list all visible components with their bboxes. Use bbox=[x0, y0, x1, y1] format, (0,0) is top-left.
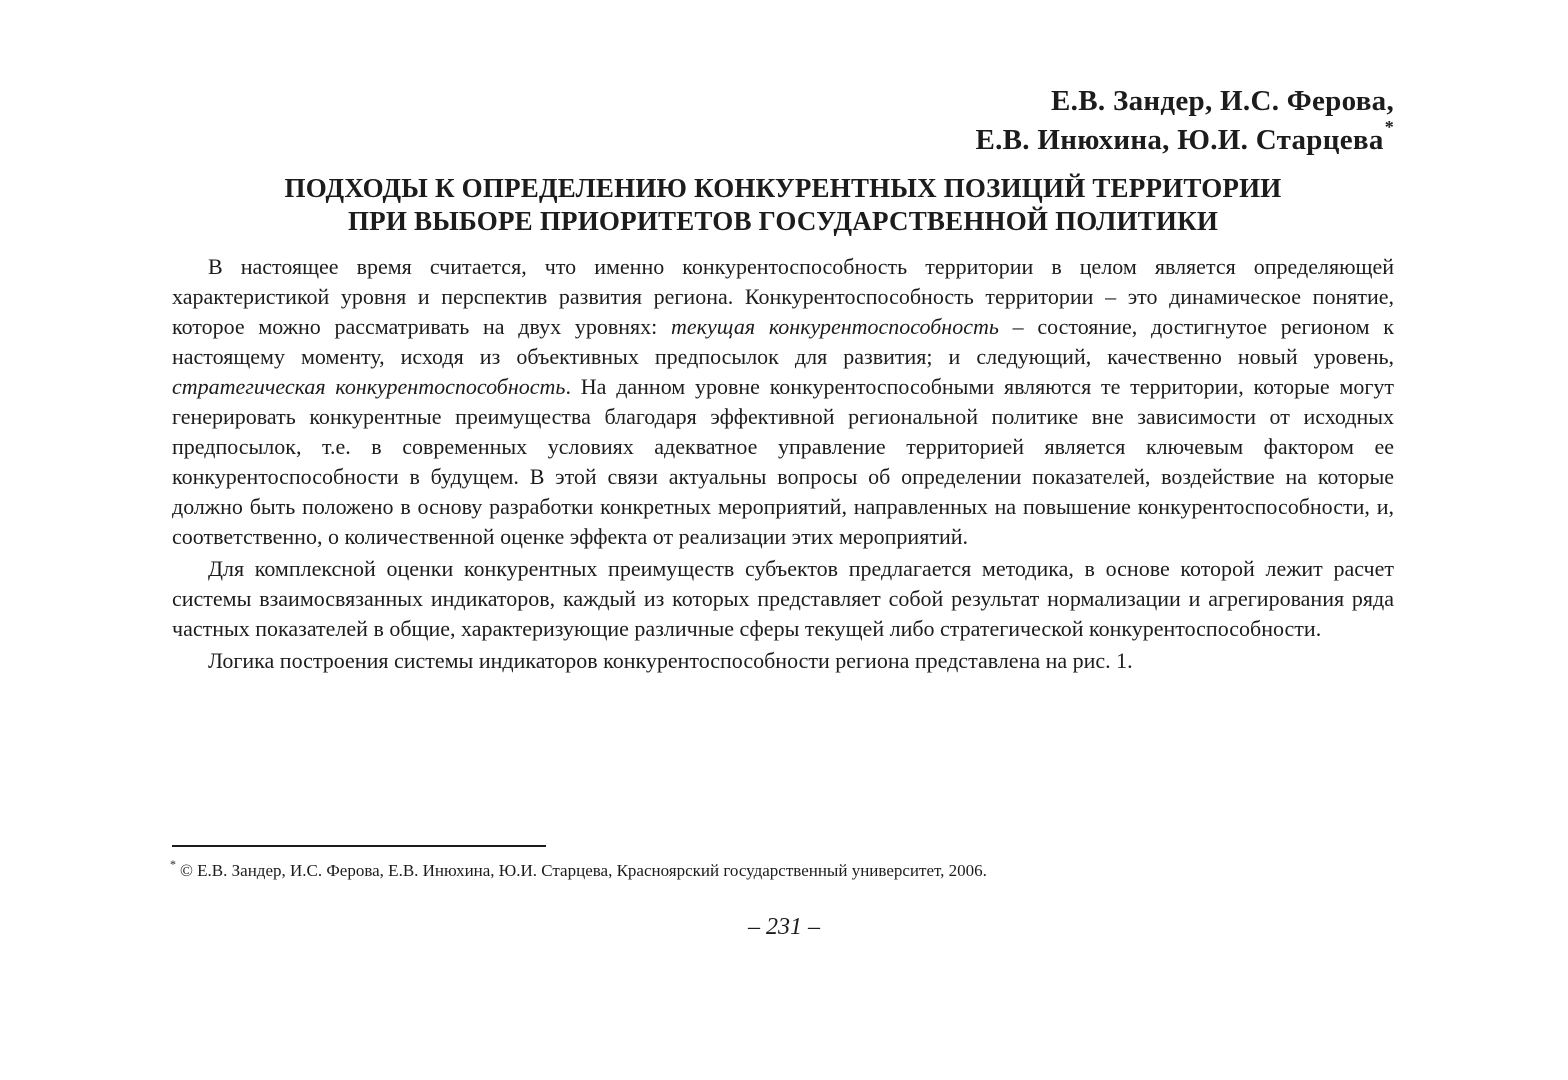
authors-line-2 bbox=[975, 117, 1394, 163]
paragraph-1-part-2: – состояние, достигнутое регионом к настоящему моменту, исходя из объективных предпосылок для развития; и следующий, качественно новый уровень, bbox=[172, 314, 1394, 369]
term-strategic-competitiveness: стратегическая конкурентоспособность bbox=[172, 374, 566, 399]
footnote-text: © Е.В. Зандер, И.С. Ферова, Е.В. Инюхина, Ю.И. Старцева, Красноярский государственный университет, 2006. bbox=[180, 861, 987, 880]
page-number: – 231 – bbox=[748, 914, 820, 940]
article-body bbox=[172, 252, 1394, 676]
paragraph-2: Для комплексной оценки конкурентных преимуществ субъектов предлагается методика, в основе которой лежит расчет системы взаимосвязанных индикаторов, каждый из которых представляет собой результат нормализации и агрегирования ряда частных показателей в общие, характеризующие различные сферы текущей либо стратегической конкурентоспособности. bbox=[172, 556, 1394, 641]
authors-block bbox=[975, 82, 1394, 163]
paragraph-3: Логика построения системы индикаторов конкурентоспособности региона представлена на рис. 1. bbox=[208, 648, 1133, 673]
paragraph-1-part-3: . На данном уровне конкурентоспособными являются те территории, которые могут генерировать конкурентные преимущества благодаря эффективной региональной политике вне зависимости от исходных предпосылок, т.е. в современных условиях адекватное управление территорией является ключевым фактором ее конкурентоспособности в будущем. В этой связи актуальны вопросы об определении показателей, воздействие на которые должно быть положено в основу разработки конкретных мероприятий, направленных на повышение конкурентоспособности, и, соответственно, о количественной оценке эффекта от реализации этих мероприятий. bbox=[172, 374, 1395, 549]
authors-line-1: Е.В. Зандер, И.С. Ферова, bbox=[1051, 85, 1394, 117]
authors-line-2-text: Е.В. Инюхина, Ю.И. Старцева bbox=[975, 124, 1384, 156]
footnote-marker: * bbox=[170, 857, 176, 871]
paragraph-1-part-1: В настоящее время считается, что именно конкурентоспособность территории в целом является определяющей характеристикой уровня и перспектив развития региона. Конкурентоспособность территории – это динамическое понятие, которое можно рассматривать на двух уровнях: bbox=[172, 254, 1394, 339]
footnote bbox=[170, 857, 987, 883]
term-current-competitiveness: текущая конкурентоспособность bbox=[671, 314, 999, 339]
article-title bbox=[172, 172, 1394, 238]
paragraph-1 bbox=[172, 252, 1394, 552]
footnote-divider bbox=[172, 845, 546, 847]
title-line-1: ПОДХОДЫ К ОПРЕДЕЛЕНИЮ КОНКУРЕНТНЫХ ПОЗИЦИЙ ТЕРРИТОРИИ bbox=[284, 173, 1282, 203]
author-footnote-marker: * bbox=[1384, 117, 1394, 137]
title-line-2: ПРИ ВЫБОРЕ ПРИОРИТЕТОВ ГОСУДАРСТВЕННОЙ ПОЛИТИКИ bbox=[347, 206, 1219, 236]
